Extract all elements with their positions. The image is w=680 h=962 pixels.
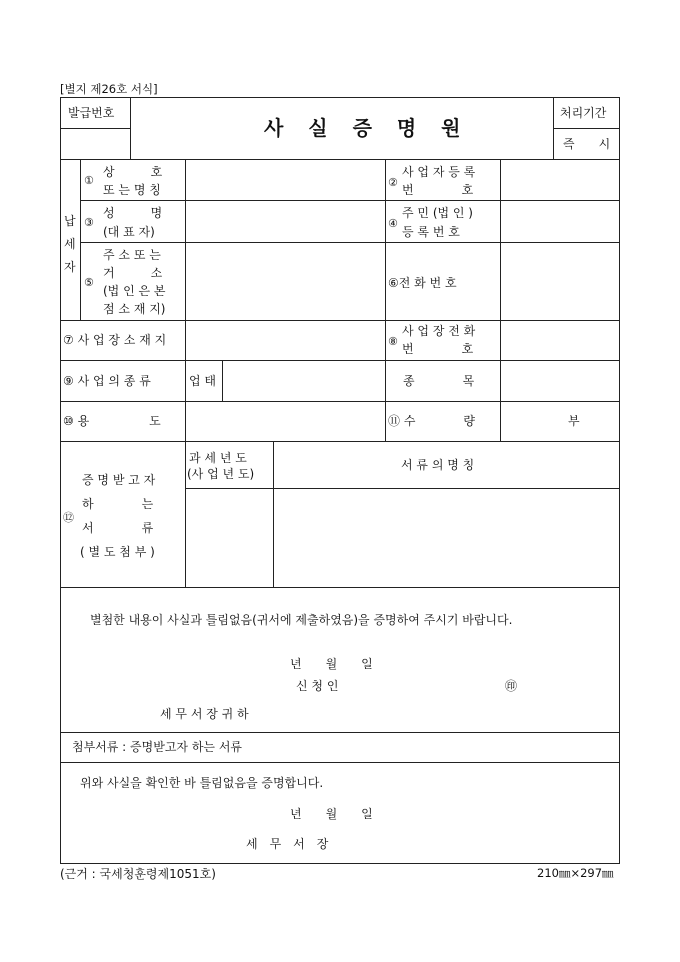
field-1-mark: ① [84, 174, 94, 187]
field-2-label-line1: 사 업 자 등 록 [402, 165, 476, 179]
field-1-label-line2: 또 는 명 칭 [103, 183, 161, 197]
field-12-mark: ⑫ [63, 511, 74, 524]
taxpayer-label-3: 자 [64, 260, 76, 274]
tax-year-label-line2: (사 업 년 도) [187, 467, 255, 481]
field-5-label-line2: 거 소 [103, 266, 163, 280]
field-4-mark: ④ [388, 217, 398, 230]
taxpayer-label-1: 납 [64, 214, 76, 228]
addressee: 세 무 서 장 귀 하 [160, 707, 249, 721]
form-number-label: [별지 제26호 서식] [60, 82, 158, 96]
field-9-label: ⑨ 사 업 의 종 류 [63, 374, 151, 388]
tax-year-label-line1: 과 세 년 도 [189, 451, 247, 465]
field-8-mark: ⑧ [388, 335, 398, 348]
field-8-label-line1: 사 업 장 전 화 [402, 324, 476, 338]
docs-label-line1: 증 명 받 고 자 [82, 473, 156, 487]
field-10-label: ⑩ 용 도 [63, 414, 161, 428]
field-6-label: ⑥전 화 번 호 [388, 276, 457, 290]
field-5-label-line4: 점 소 재 지) [103, 302, 166, 316]
business-item-label: 종 목 [403, 374, 475, 388]
request-date: 년 월 일 [290, 657, 373, 671]
field-3-label-line1: 성 명 [103, 206, 163, 220]
docs-label-line4: ( 별 도 첨 부 ) [80, 545, 155, 559]
quantity-unit: 부 [568, 414, 580, 428]
processing-period-label: 처리기간 [560, 106, 607, 120]
field-3-mark: ③ [84, 216, 94, 229]
confirmation-date: 년 월 일 [290, 807, 373, 821]
page-title: 사 실 증 명 원 [264, 116, 470, 140]
tax-office-head: 세 무 서 장 [246, 837, 329, 851]
taxpayer-label-2: 세 [64, 237, 76, 251]
field-11-label: ⑪ 수 량 [388, 414, 475, 428]
applicant-label: 신 청 인 [296, 679, 339, 693]
paper-size: 210㎜×297㎜ [537, 866, 614, 880]
legal-basis: (근거 : 국세청훈령제1051호) [60, 867, 216, 881]
issue-number-label: 발급번호 [68, 106, 115, 120]
docs-label-line3: 서 류 [82, 521, 154, 535]
field-3-label-line2: (대 표 자) [103, 225, 155, 239]
field-2-label-line2: 번 호 [402, 183, 474, 197]
field-5-label-line3: (법 인 은 본 [103, 284, 166, 298]
field-1-label-line1: 상 호 [103, 165, 163, 179]
field-2-mark: ② [388, 176, 398, 189]
attachment-label: 첨부서류 : 증명받고자 하는 서류 [72, 740, 242, 754]
document-name-label: 서 류 의 명 칭 [401, 458, 475, 472]
field-7-label: ⑦ 사 업 장 소 재 지 [63, 333, 167, 347]
field-5-label-line1: 주 소 또 는 [103, 248, 161, 262]
request-statement: 별첨한 내용이 사실과 틀림없음(귀서에 제출하였음)을 증명하여 주시기 바랍니다. [90, 613, 513, 627]
processing-period-value: 즉 시 [563, 137, 611, 151]
docs-label-line2: 하 는 [82, 497, 154, 511]
field-8-label-line2: 번 호 [402, 342, 474, 356]
field-4-label-line1: 주 민 (법 인 ) [402, 206, 473, 220]
confirmation-statement: 위와 사실을 확인한 바 틀림없음을 증명합니다. [80, 776, 324, 790]
field-4-label-line2: 등 록 번 호 [402, 225, 460, 239]
seal-mark: ㊞ [505, 679, 518, 693]
business-type-label: 업 태 [189, 374, 216, 388]
field-5-mark: ⑤ [84, 276, 94, 289]
